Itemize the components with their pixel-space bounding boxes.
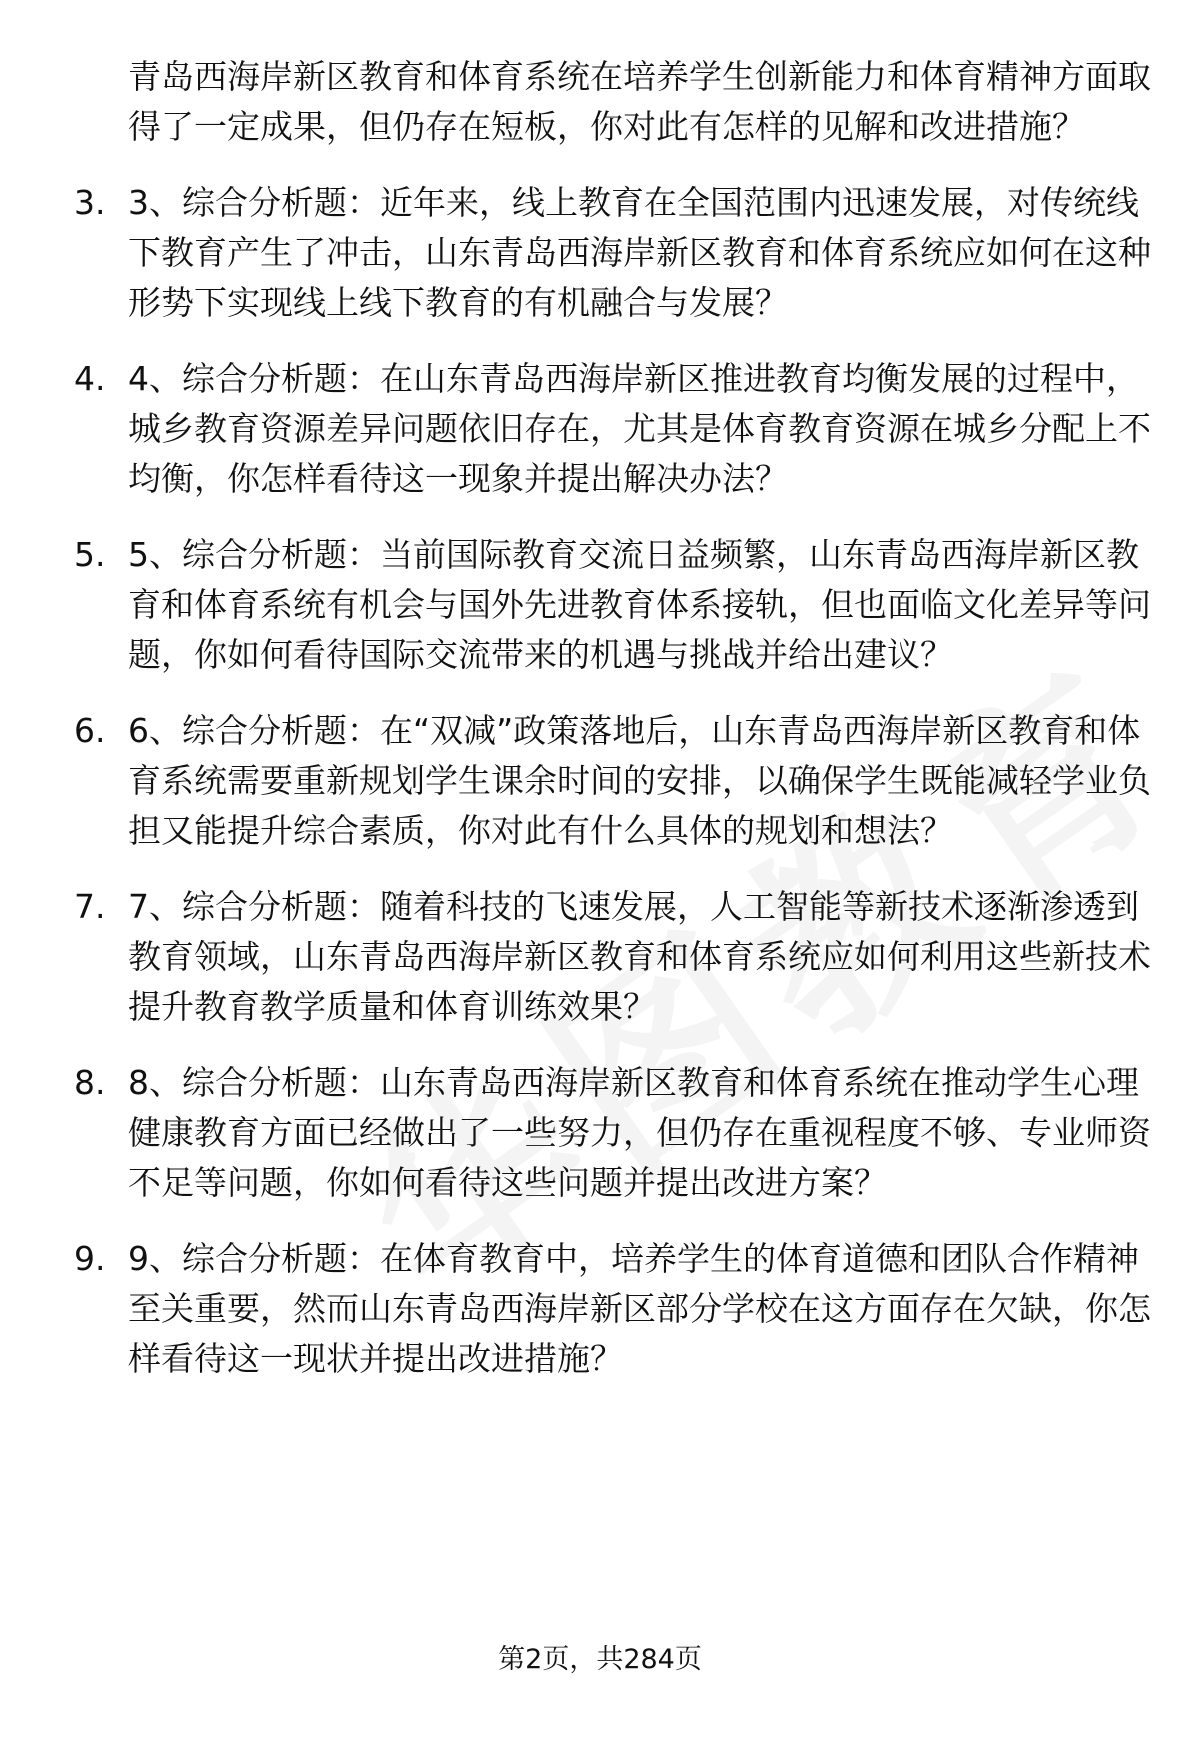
document-content (0, 52, 1200, 1384)
question-item (0, 178, 1200, 328)
question-text: 8、综合分析题：山东青岛西海岸新区教育和体育系统在推动学生心理健康教育方面已经做出了一些努力，但仍存在重视程度不够、专业师资不足等问题，你如何看待这些问题并提出改进方案？ (128, 1063, 1151, 1202)
question-text: 9、综合分析题：在体育教育中，培养学生的体育道德和团队合作精神至关重要，然而山东青岛西海岸新区部分学校在这方面存在欠缺，你怎样看待这一现状并提出改进措施？ (128, 1239, 1151, 1378)
question-text: 6、综合分析题：在“双减”政策落地后，山东青岛西海岸新区教育和体育系统需要重新规划学生课余时间的安排，以确保学生既能减轻学业负担又能提升综合素质，你对此有什么具体的规划和想法？ (128, 711, 1151, 850)
question-number: 8. (74, 1063, 106, 1102)
question-text: 3、综合分析题：近年来，线上教育在全国范围内迅速发展，对传统线下教育产生了冲击，山东青岛西海岸新区教育和体育系统应如何在这种形势下实现线上线下教育的有机融合与发展？ (128, 183, 1151, 322)
question-item (0, 530, 1200, 680)
question-number: 4. (74, 359, 106, 398)
question-number: 7. (74, 887, 106, 926)
question-item (0, 706, 1200, 856)
question-item (0, 882, 1200, 1032)
question-text: 7、综合分析题：随着科技的飞速发展，人工智能等新技术逐渐渗透到教育领域，山东青岛西海岸新区教育和体育系统应如何利用这些新技术提升教育教学质量和体育训练效果？ (128, 887, 1151, 1026)
question-list (0, 178, 1200, 1384)
question-text: 5、综合分析题：当前国际教育交流日益频繁，山东青岛西海岸新区教育和体育系统有机会与国外先进教育体系接轨，但也面临文化差异等问题，你如何看待国际交流带来的机遇与挑战并给出建议？ (128, 535, 1151, 674)
question-item (0, 354, 1200, 504)
question-item (0, 1058, 1200, 1208)
question-item (0, 1234, 1200, 1384)
question-number: 5. (74, 535, 106, 574)
question-text: 4、综合分析题：在山东青岛西海岸新区推进教育均衡发展的过程中，城乡教育资源差异问题依旧存在，尤其是体育教育资源在城乡分配上不均衡，你怎样看待这一现象并提出解决办法？ (128, 359, 1151, 498)
page-footer: 第2页，共284页 (498, 1644, 702, 1675)
question-number: 9. (74, 1239, 106, 1278)
question-number: 6. (74, 711, 106, 750)
question-number: 3. (74, 183, 106, 222)
intro-paragraph: 青岛西海岸新区教育和体育系统在培养学生创新能力和体育精神方面取得了一定成果，但仍存在短板，你对此有怎样的见解和改进措施？ (128, 57, 1151, 146)
